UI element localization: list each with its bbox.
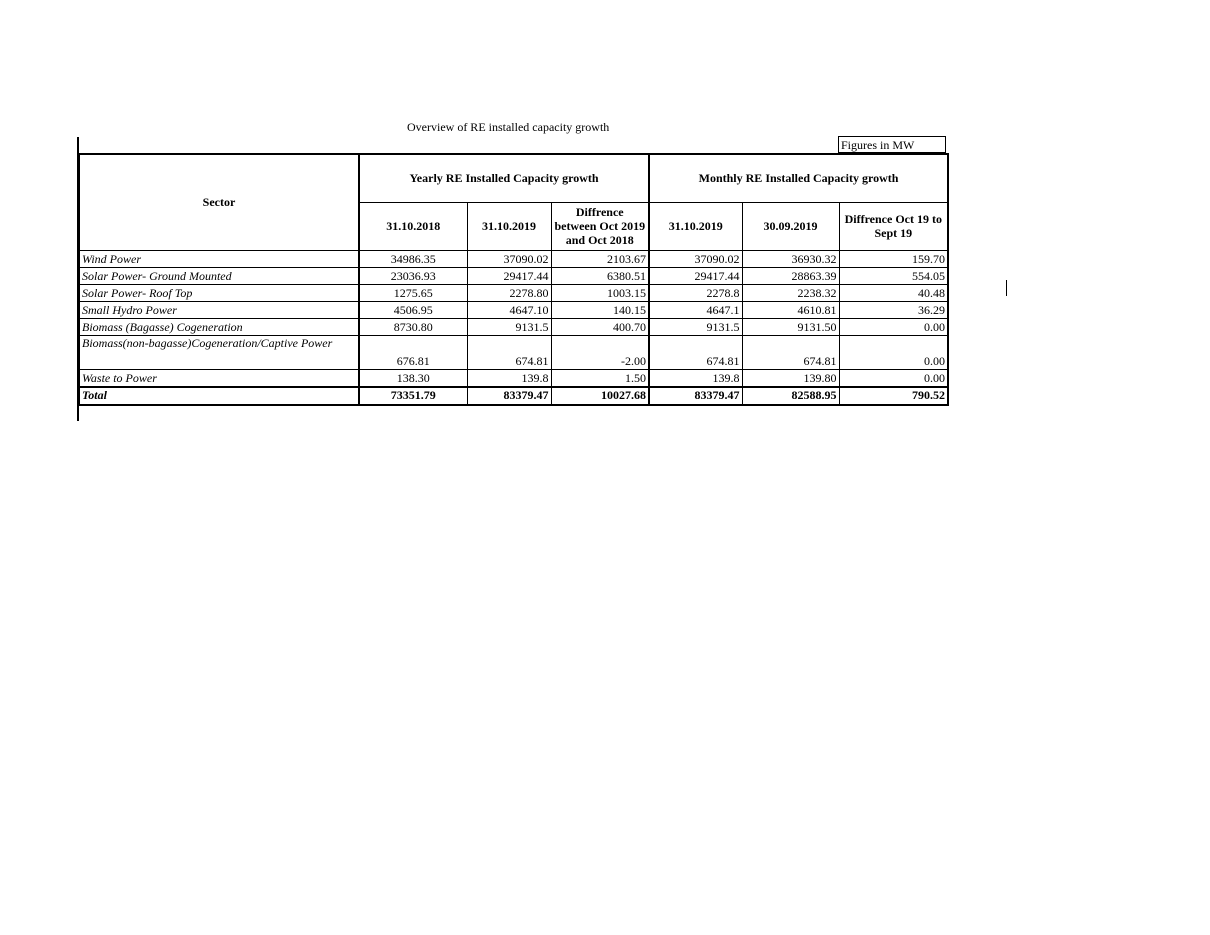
capacity-table xyxy=(78,153,949,406)
value-cell: 4506.95 xyxy=(359,301,467,318)
total-row xyxy=(79,387,948,405)
col-header-31-10-2019-monthly: 31.10.2019 xyxy=(649,202,742,250)
value-cell: 4610.81 xyxy=(742,301,839,318)
sector-header: Sector xyxy=(79,154,359,250)
col-header-yearly-diff: Diffrence between Oct 2019 and Oct 2018 xyxy=(551,202,649,250)
yearly-group-header: Yearly RE Installed Capacity growth xyxy=(359,154,649,202)
value-cell: 674.81 xyxy=(467,335,551,369)
value-cell: 23036.93 xyxy=(359,267,467,284)
total-value-cell: 10027.68 xyxy=(551,387,649,405)
total-value-cell: 73351.79 xyxy=(359,387,467,405)
row-label: Biomass(non-bagasse)Cogeneration/Captive Power xyxy=(79,335,359,369)
value-cell: 40.48 xyxy=(839,284,948,301)
value-cell: 0.00 xyxy=(839,318,948,335)
col-header-31-10-2018: 31.10.2018 xyxy=(359,202,467,250)
value-cell: 159.70 xyxy=(839,250,948,267)
value-cell: 674.81 xyxy=(742,335,839,369)
value-cell: 140.15 xyxy=(551,301,649,318)
value-cell: 138.30 xyxy=(359,369,467,387)
value-cell: 554.05 xyxy=(839,267,948,284)
value-cell: 1.50 xyxy=(551,369,649,387)
value-cell: 2103.67 xyxy=(551,250,649,267)
row-label: Small Hydro Power xyxy=(79,301,359,318)
value-cell: 8730.80 xyxy=(359,318,467,335)
value-cell: 4647.1 xyxy=(649,301,742,318)
row-label: Waste to Power xyxy=(79,369,359,387)
value-cell: 28863.39 xyxy=(742,267,839,284)
monthly-group-header: Monthly RE Installed Capacity growth xyxy=(649,154,948,202)
value-cell: 6380.51 xyxy=(551,267,649,284)
value-cell: 0.00 xyxy=(839,335,948,369)
value-cell: 34986.35 xyxy=(359,250,467,267)
total-value-cell: 83379.47 xyxy=(649,387,742,405)
value-cell: 139.8 xyxy=(467,369,551,387)
value-cell: 29417.44 xyxy=(649,267,742,284)
table-row xyxy=(79,318,948,335)
total-value-cell: 83379.47 xyxy=(467,387,551,405)
table-title: Overview of RE installed capacity growth xyxy=(407,120,610,134)
value-cell: 9131.50 xyxy=(742,318,839,335)
value-cell: 36930.32 xyxy=(742,250,839,267)
value-cell: 2238.32 xyxy=(742,284,839,301)
value-cell: 676.81 xyxy=(359,335,467,369)
value-cell: 2278.8 xyxy=(649,284,742,301)
value-cell: 37090.02 xyxy=(467,250,551,267)
value-cell: 9131.5 xyxy=(649,318,742,335)
table-row xyxy=(79,267,948,284)
total-value-cell: 82588.95 xyxy=(742,387,839,405)
value-cell: 9131.5 xyxy=(467,318,551,335)
col-header-30-09-2019: 30.09.2019 xyxy=(742,202,839,250)
value-cell: 139.80 xyxy=(742,369,839,387)
value-cell: 400.70 xyxy=(551,318,649,335)
row-label: Wind Power xyxy=(79,250,359,267)
table-row xyxy=(79,284,948,301)
units-note: Figures in MW xyxy=(838,136,946,153)
table-row xyxy=(79,335,948,369)
table-row xyxy=(79,369,948,387)
total-value-cell: 790.52 xyxy=(839,387,948,405)
value-cell: 139.8 xyxy=(649,369,742,387)
value-cell: 1003.15 xyxy=(551,284,649,301)
value-cell: 37090.02 xyxy=(649,250,742,267)
value-cell: 2278.80 xyxy=(467,284,551,301)
value-cell: 674.81 xyxy=(649,335,742,369)
table-row xyxy=(79,301,948,318)
total-label: Total xyxy=(79,387,359,405)
row-label: Solar Power- Ground Mounted xyxy=(79,267,359,284)
table-row xyxy=(79,250,948,267)
value-cell: 4647.10 xyxy=(467,301,551,318)
value-cell: 0.00 xyxy=(839,369,948,387)
row-label: Biomass (Bagasse) Cogeneration xyxy=(79,318,359,335)
value-cell: 29417.44 xyxy=(467,267,551,284)
cursor-mark xyxy=(1006,280,1007,296)
col-header-31-10-2019: 31.10.2019 xyxy=(467,202,551,250)
col-header-monthly-diff: Diffrence Oct 19 to Sept 19 xyxy=(839,202,948,250)
value-cell: 36.29 xyxy=(839,301,948,318)
value-cell: -2.00 xyxy=(551,335,649,369)
row-label: Solar Power- Roof Top xyxy=(79,284,359,301)
value-cell: 1275.65 xyxy=(359,284,467,301)
